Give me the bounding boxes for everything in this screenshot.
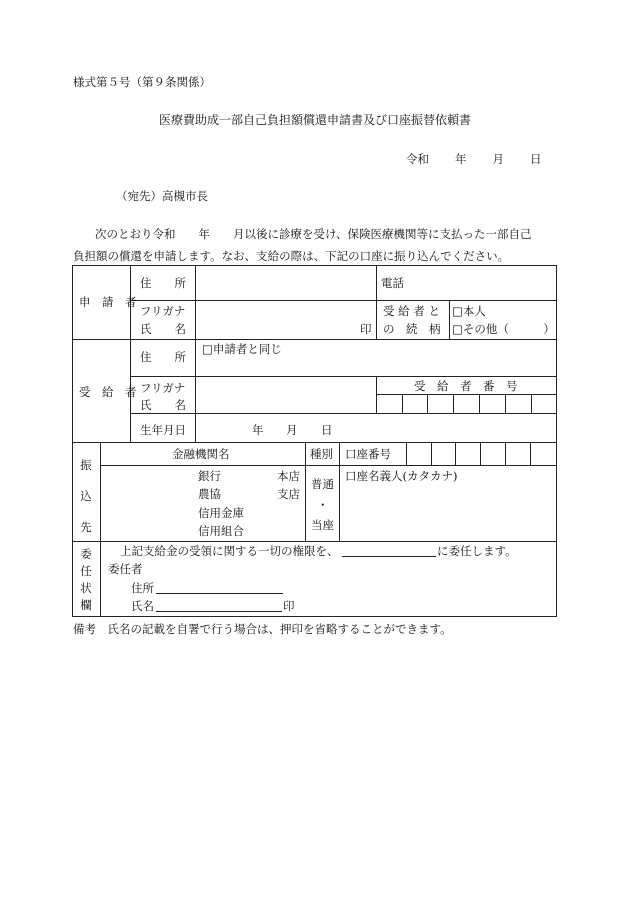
bank-type-bank[interactable]: 銀行	[198, 469, 221, 483]
applicant-section-label: 申 請 者	[79, 295, 137, 309]
account-holder-label: 口座名義人(カタカナ)	[345, 469, 458, 483]
bank-name-label: 金融機関名	[172, 447, 230, 461]
recipient-number-label: 受 給 者 番 号	[414, 379, 518, 393]
transfer-section-label: 振 込 先	[80, 458, 92, 534]
branch-type-branch[interactable]: 支店	[277, 487, 300, 501]
recipient-address-label: 住 所	[140, 350, 186, 364]
relation-label-line1: 受 給 者 と	[383, 304, 440, 318]
account-type-current[interactable]: 当座	[311, 518, 334, 532]
same-as-applicant-checkbox[interactable]: □申請者と同じ	[202, 342, 282, 356]
dob-label: 生年月日	[140, 423, 186, 437]
applicant-furigana-label: フリガナ	[140, 304, 186, 318]
bank-type-credit-union[interactable]: 信用組合	[198, 524, 244, 538]
intro-line-1: 次のとおり令和 年 月以後に診療を受け、保険医療機関等に支払った一部自己	[95, 227, 532, 241]
date-day: 日	[530, 152, 542, 166]
addressee: （宛先）高槻市長	[116, 189, 208, 203]
account-type-label: 種別	[310, 447, 333, 461]
form-number: 様式第５号（第９条関係）	[73, 75, 211, 89]
document-title: 医療費助成一部自己負担額償還申請書及び口座振替依頼書	[158, 113, 471, 127]
applicant-seal-mark: 印	[360, 322, 372, 336]
dob-day: 日	[321, 423, 333, 437]
delegation-text-before: 上記支給金の受領に関する一切の権限を、	[120, 544, 339, 558]
bank-type-shinkin[interactable]: 信用金庫	[198, 506, 244, 520]
recipient-furigana-label: フリガナ	[140, 381, 186, 395]
applicant-name-label: 氏 名	[140, 322, 186, 336]
date-year: 年	[455, 152, 467, 166]
delegation-text-after: に委任します。	[437, 544, 517, 558]
account-type-separator: ・	[317, 498, 329, 512]
intro-line-2: 負担額の償還を申請します。なお、支給の際は、下記の口座に振り込んでください。	[73, 249, 510, 263]
delegator-seal-mark: 印	[283, 599, 295, 613]
date-month: 月	[492, 152, 504, 166]
relation-label-line2: の 続 柄	[383, 322, 441, 336]
date-era: 令和	[406, 152, 429, 166]
delegator-name-label: 氏名	[131, 599, 154, 613]
applicant-address-label: 住 所	[140, 276, 186, 290]
relation-checkbox-other[interactable]: □その他（ ）	[452, 322, 555, 336]
delegation-section-label: 委 任 状 欄	[80, 547, 92, 612]
branch-type-head[interactable]: 本店	[277, 469, 300, 483]
delegator-address-label: 住所	[131, 581, 154, 595]
bank-type-agri-coop[interactable]: 農協	[198, 487, 221, 501]
account-type-ordinary[interactable]: 普通	[311, 477, 334, 491]
applicant-phone-label: 電話	[381, 276, 404, 290]
recipient-section-label: 受 給 者	[79, 385, 137, 399]
remarks-note: 備考 氏名の記載を自署で行う場合は、押印を省略することができます。	[73, 622, 452, 636]
dob-year: 年	[252, 423, 264, 437]
dob-month: 月	[286, 423, 298, 437]
recipient-name-label: 氏 名	[140, 398, 186, 412]
account-number-label: 口座番号	[345, 447, 391, 461]
relation-checkbox-self[interactable]: □本人	[452, 304, 486, 318]
delegator-label: 委任者	[108, 562, 143, 576]
